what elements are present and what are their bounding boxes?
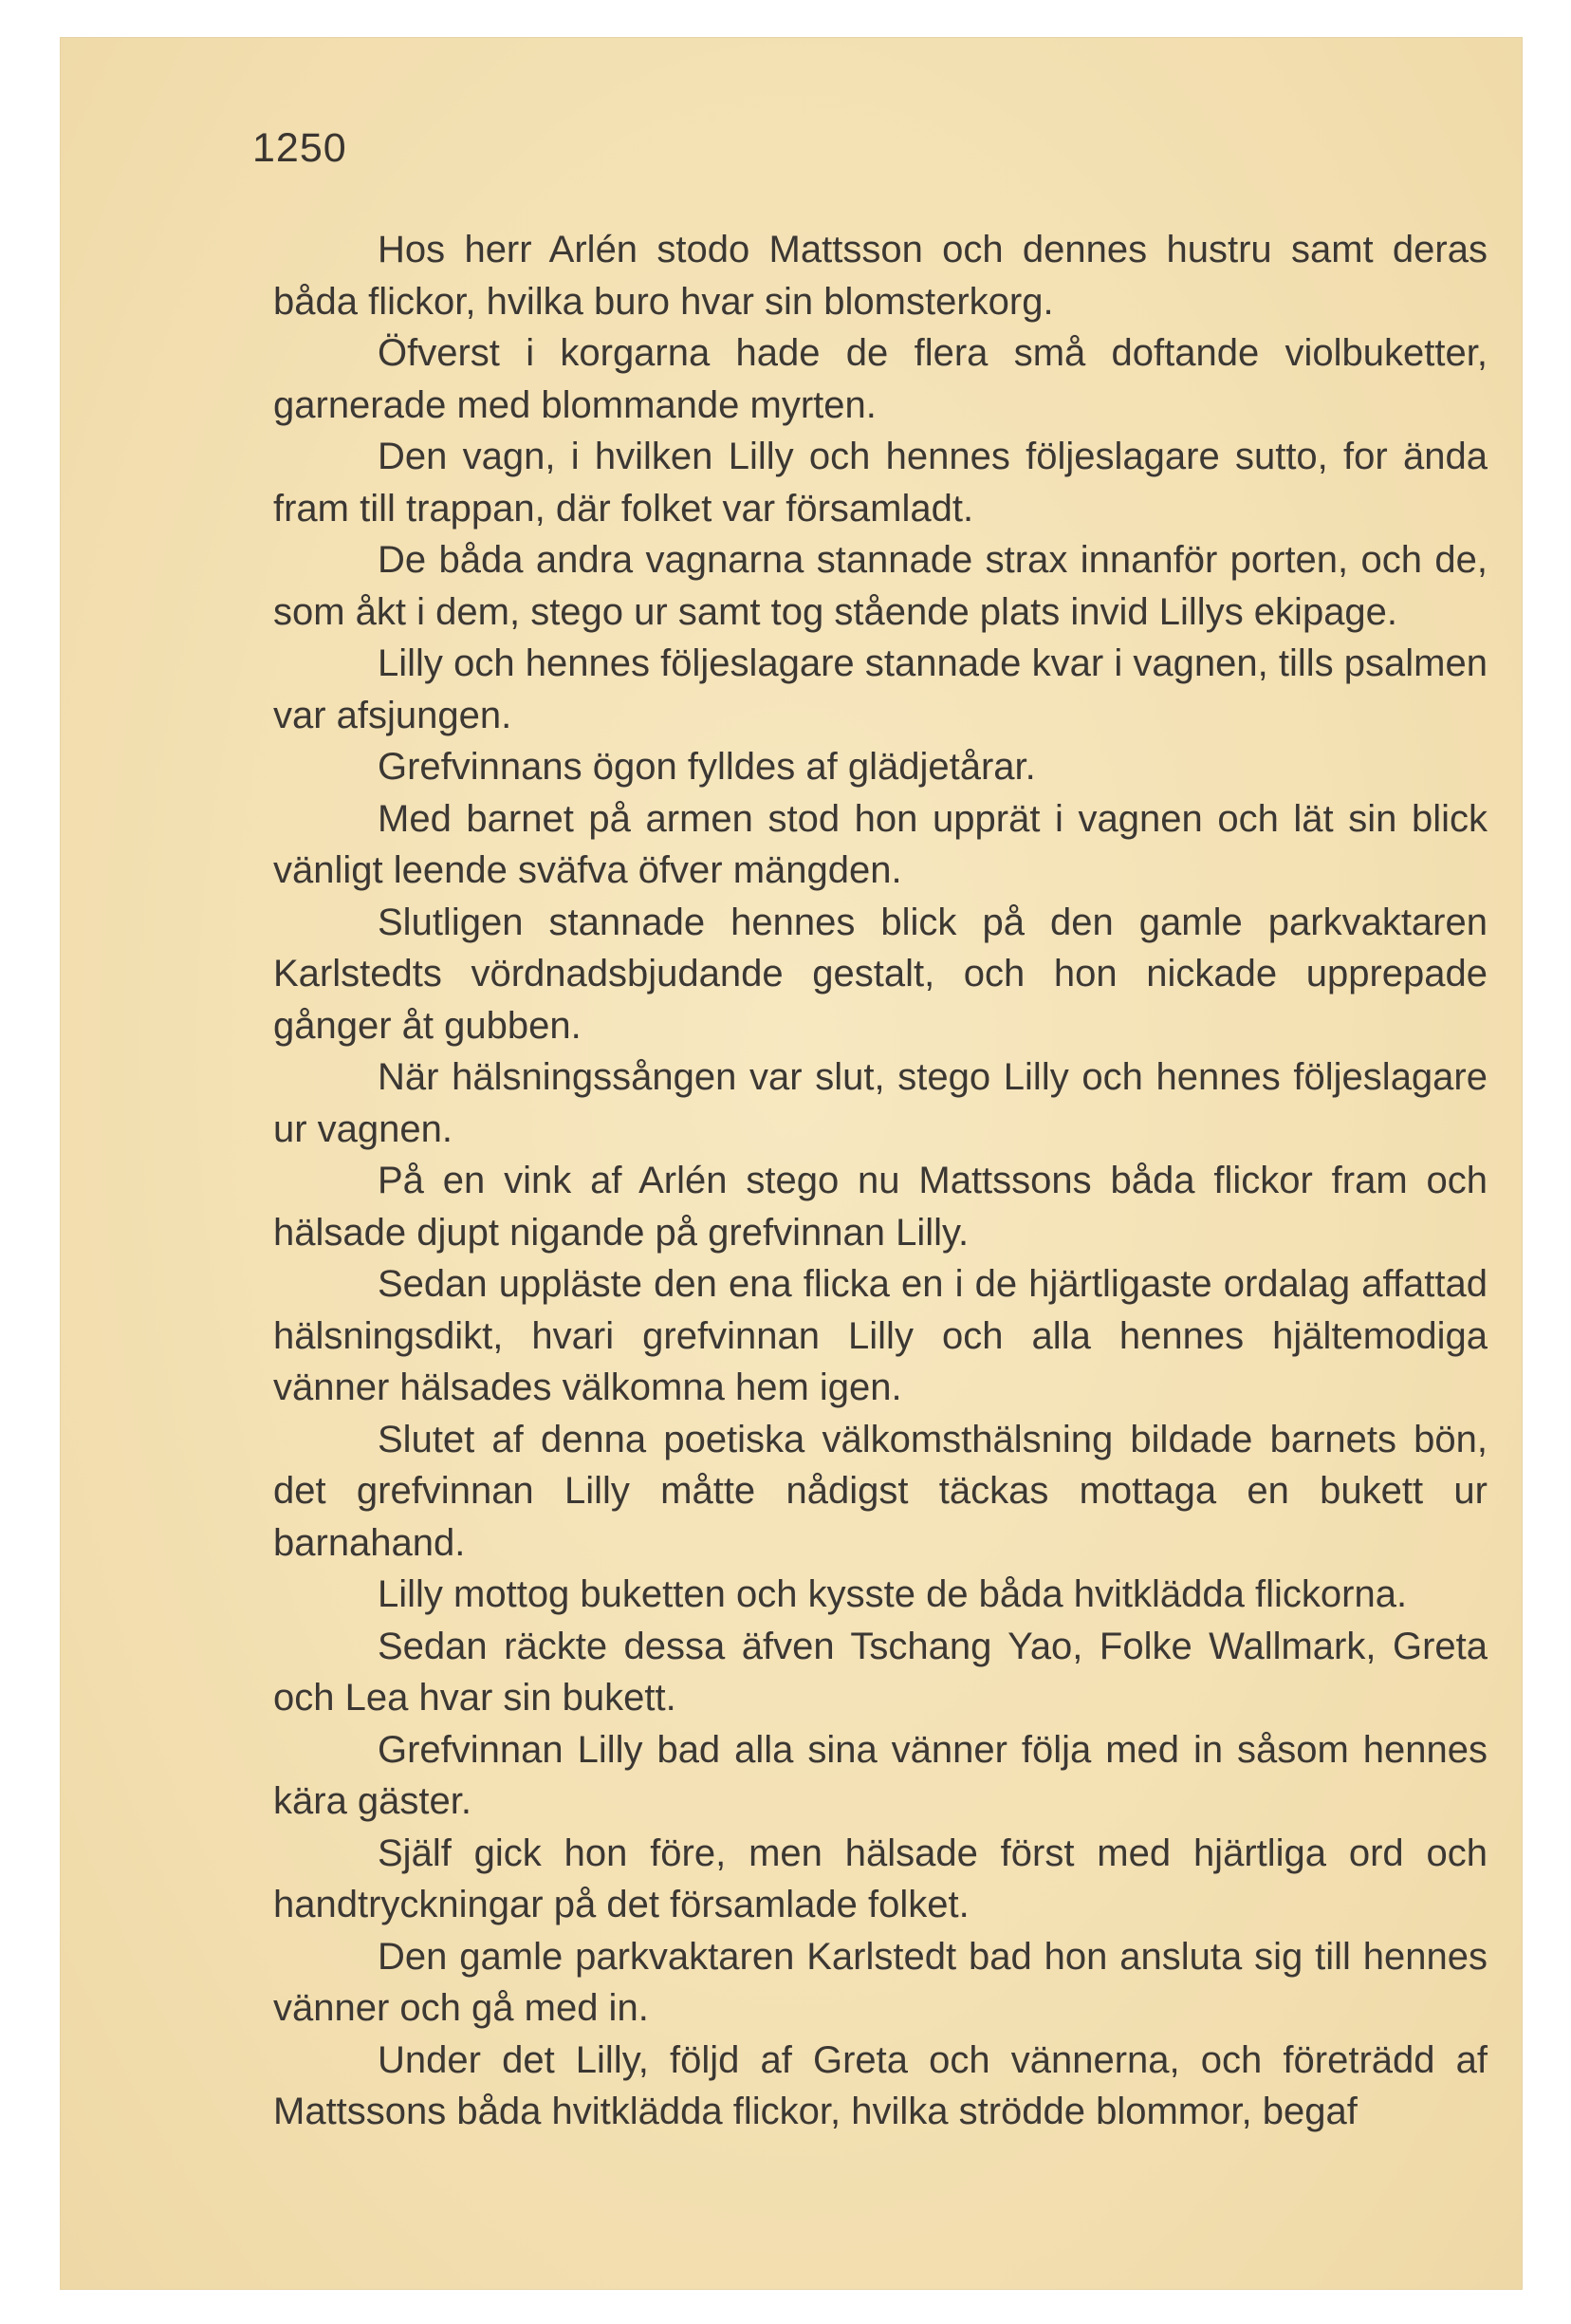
paragraph: Slutet af denna poetiska välkomsthälsning bildade barnets bön, det grefvinnan Lilly måtte nådigst täckas mottaga en bukett ur barnahand. — [273, 1418, 1488, 1564]
paragraph: Den vagn, i hvilken Lilly och hennes följeslagare sutto, for ända fram till trappan, där folket var församladt. — [273, 436, 1488, 530]
paragraph: Slutligen stannade hennes blick på den gamle parkvaktaren Karlstedts vördnadsbjudande gestalt, och hon nickade upprepade gånger åt gubben. — [273, 901, 1488, 1047]
paragraph: Den gamle parkvaktaren Karlstedt bad hon ansluta sig till hennes vänner och gå med in. — [273, 1935, 1488, 2029]
paragraph: Lilly och hennes följeslagare stannade kvar i vagnen, tills psalmen var afsjungen. — [273, 642, 1488, 736]
paragraph: Med barnet på armen stod hon upprät i vagnen och lät sin blick vänligt leende sväfva öfver mängden. — [273, 797, 1488, 891]
paragraph: På en vink af Arlén stego nu Mattssons båda flickor fram och hälsade djupt nigande på grefvinnan Lilly. — [273, 1160, 1488, 1254]
paragraph: Under det Lilly, följd af Greta och vännerna, och företrädd af Mattssons båda hvitklädda flickor, hvilka strödde blommor, begaf — [273, 2038, 1488, 2132]
page-number: 1250 — [252, 125, 347, 171]
paragraph: Sedan uppläste den ena flicka en i de hjärtligaste ordalag affattad hälsningsdikt, hvari grefvinnan Lilly och alla hennes hjältemodiga vänner hälsades välkomna hem igen. — [273, 1263, 1488, 1408]
paragraph: Lilly mottog buketten och kysste de båda hvitklädda flickorna. — [378, 1573, 1408, 1615]
paragraph: Grefvinnans ögon fylldes af glädjetårar. — [378, 746, 1036, 788]
paragraph: När hälsningssången var slut, stego Lilly och hennes följeslagare ur vagnen. — [273, 1056, 1488, 1150]
book-page — [61, 38, 1522, 2289]
paragraph: Hos herr Arlén stodo Mattsson och dennes hustru samt deras båda flickor, hvilka buro hvar sin blomsterkorg. — [273, 229, 1488, 323]
page-body-text — [273, 224, 1488, 2138]
paragraph: De båda andra vagnarna stannade strax innanför porten, och de, som åkt i dem, stego ur samt tog stående plats invid Lillys ekipage. — [273, 539, 1488, 633]
paragraph: Själf gick hon före, men hälsade först med hjärtliga ord och handtryckningar på det församlade folket. — [273, 1831, 1488, 1925]
paragraph: Grefvinnan Lilly bad alla sina vänner följa med in såsom hennes kära gäster. — [273, 1728, 1488, 1822]
paragraph: Öfverst i korgarna hade de flera små doftande violbuketter, garnerade med blommande myrten. — [273, 332, 1488, 426]
paragraph: Sedan räckte dessa äfven Tschang Yao, Folke Wallmark, Greta och Lea hvar sin bukett. — [273, 1625, 1488, 1719]
